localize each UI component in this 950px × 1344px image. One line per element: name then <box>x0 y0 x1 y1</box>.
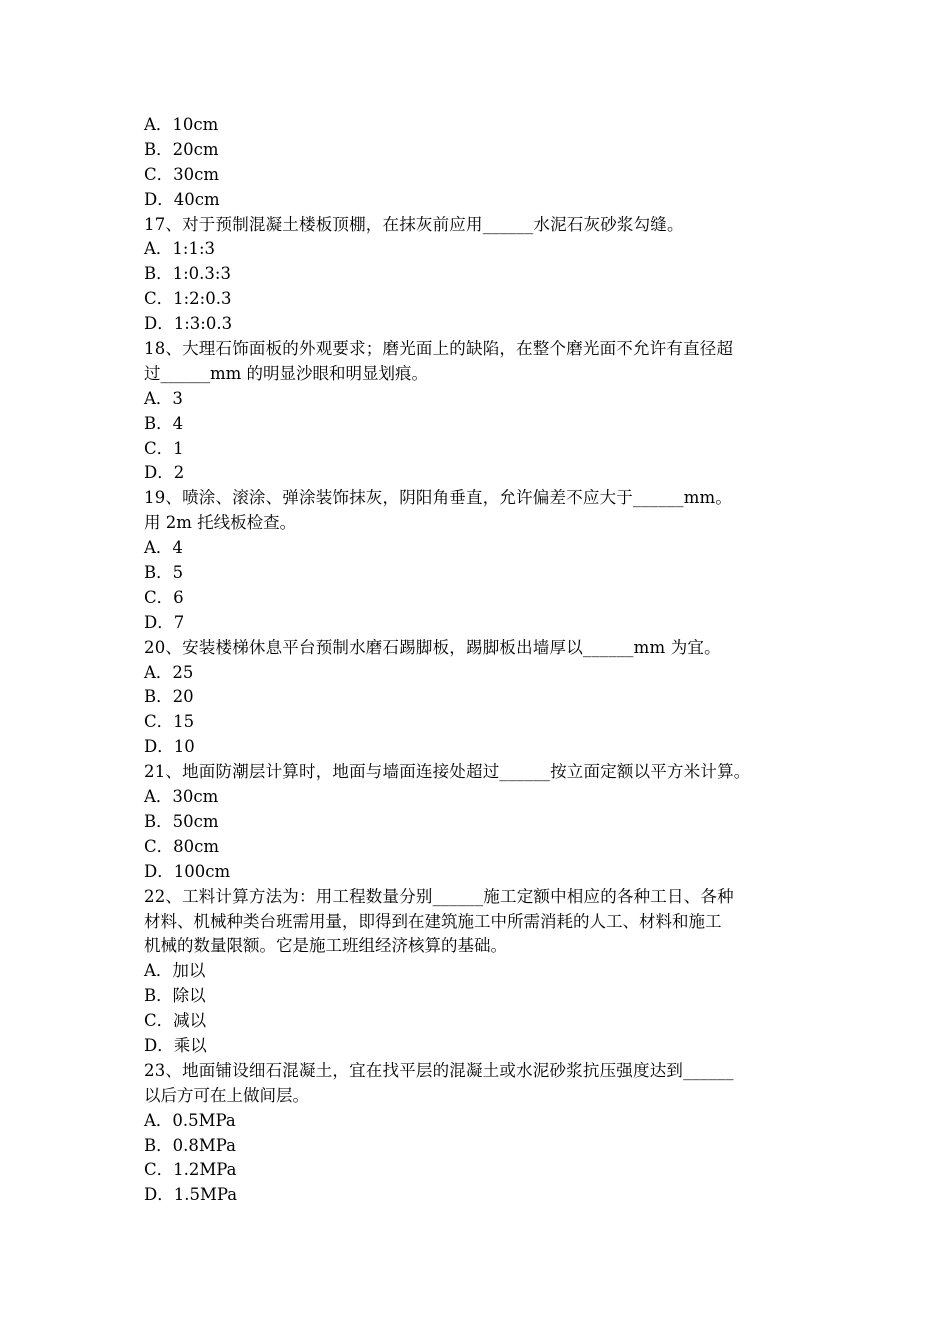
answer-option: C．80cm <box>144 836 220 856</box>
question-block <box>144 213 814 337</box>
question-text: 用 2m 托线板检查。 <box>144 513 297 533</box>
answer-option: C．1 <box>144 438 184 458</box>
question-block <box>144 337 814 486</box>
answer-option: B．除以 <box>144 986 206 1006</box>
answer-option: A．加以 <box>144 961 206 981</box>
answer-option: D．2 <box>144 463 185 483</box>
answer-option: A．0.5MPa <box>144 1110 236 1130</box>
question-text: 23、地面铺设细石混凝土，宜在找平层的混凝土或水泥砂浆抗压强度达到______ <box>144 1060 734 1080</box>
document-page <box>144 113 814 1208</box>
answer-option: B．0.8MPa <box>144 1135 236 1155</box>
question-text: 17、对于预制混凝土楼板顶棚，在抹灰前应用______水泥石灰砂浆勾缝。 <box>144 214 684 234</box>
answer-option: C．1:2:0.3 <box>144 289 232 309</box>
answer-option: A．25 <box>144 662 194 682</box>
answer-option: D．乘以 <box>144 1035 207 1055</box>
answer-option: D．40cm <box>144 189 220 209</box>
question-text: 19、喷涂、滚涂、弹涂装饰抹灰，阴阳角垂直，允许偏差不应大于______mm。 <box>144 488 733 508</box>
answer-option: A．10cm <box>144 115 219 134</box>
question-block <box>144 636 814 760</box>
answer-option: D．1:3:0.3 <box>144 314 233 334</box>
answer-option: A．30cm <box>144 787 219 807</box>
question-block <box>144 1059 814 1208</box>
answer-option: D．1.5MPa <box>144 1185 238 1205</box>
question-text: 材料、机械种类台班需用量，即得到在建筑施工中所需消耗的人工、材料和施工 <box>144 911 722 931</box>
answer-option: A．1:1:3 <box>144 239 216 259</box>
answer-option: A．3 <box>144 388 183 408</box>
option-group <box>144 113 814 213</box>
answer-option: A．4 <box>144 538 183 558</box>
answer-option: D．10 <box>144 737 195 757</box>
question-text: 20、安装楼梯休息平台预制水磨石踢脚板，踢脚板出墙厚以______mm 为宜。 <box>144 637 721 657</box>
answer-option: B．4 <box>144 413 184 433</box>
answer-option: B．50cm <box>144 811 219 831</box>
answer-option: C．1.2MPa <box>144 1160 237 1180</box>
question-text: 18、大理石饰面板的外观要求；磨光面上的缺陷，在整个磨光面不允许有直径超 <box>144 339 734 359</box>
question-block <box>144 486 814 635</box>
question-text: 过______mm 的明显沙眼和明显划痕。 <box>144 363 429 383</box>
question-text: 21、地面防潮层计算时，地面与墙面连接处超过______按立面定额以平方米计算。 <box>144 762 751 782</box>
answer-option: D．7 <box>144 612 185 632</box>
question-block <box>144 760 814 884</box>
answer-option: C．减以 <box>144 1011 207 1031</box>
question-block <box>144 885 814 1059</box>
answer-option: C．6 <box>144 587 184 607</box>
answer-option: B．20 <box>144 687 194 707</box>
answer-option: B．20cm <box>144 139 219 159</box>
answer-option: C．30cm <box>144 164 220 184</box>
question-text: 以后方可在上做间层。 <box>144 1085 309 1105</box>
answer-option: D．100cm <box>144 861 231 881</box>
answer-option: B．1:0.3:3 <box>144 264 231 284</box>
answer-option: C．15 <box>144 712 195 732</box>
question-text: 22、工料计算方法为：用工程数量分别______施工定额中相应的各种工日、各种 <box>144 886 734 906</box>
question-text: 机械的数量限额。它是施工班组经济核算的基础。 <box>144 936 507 956</box>
answer-option: B．5 <box>144 563 184 583</box>
